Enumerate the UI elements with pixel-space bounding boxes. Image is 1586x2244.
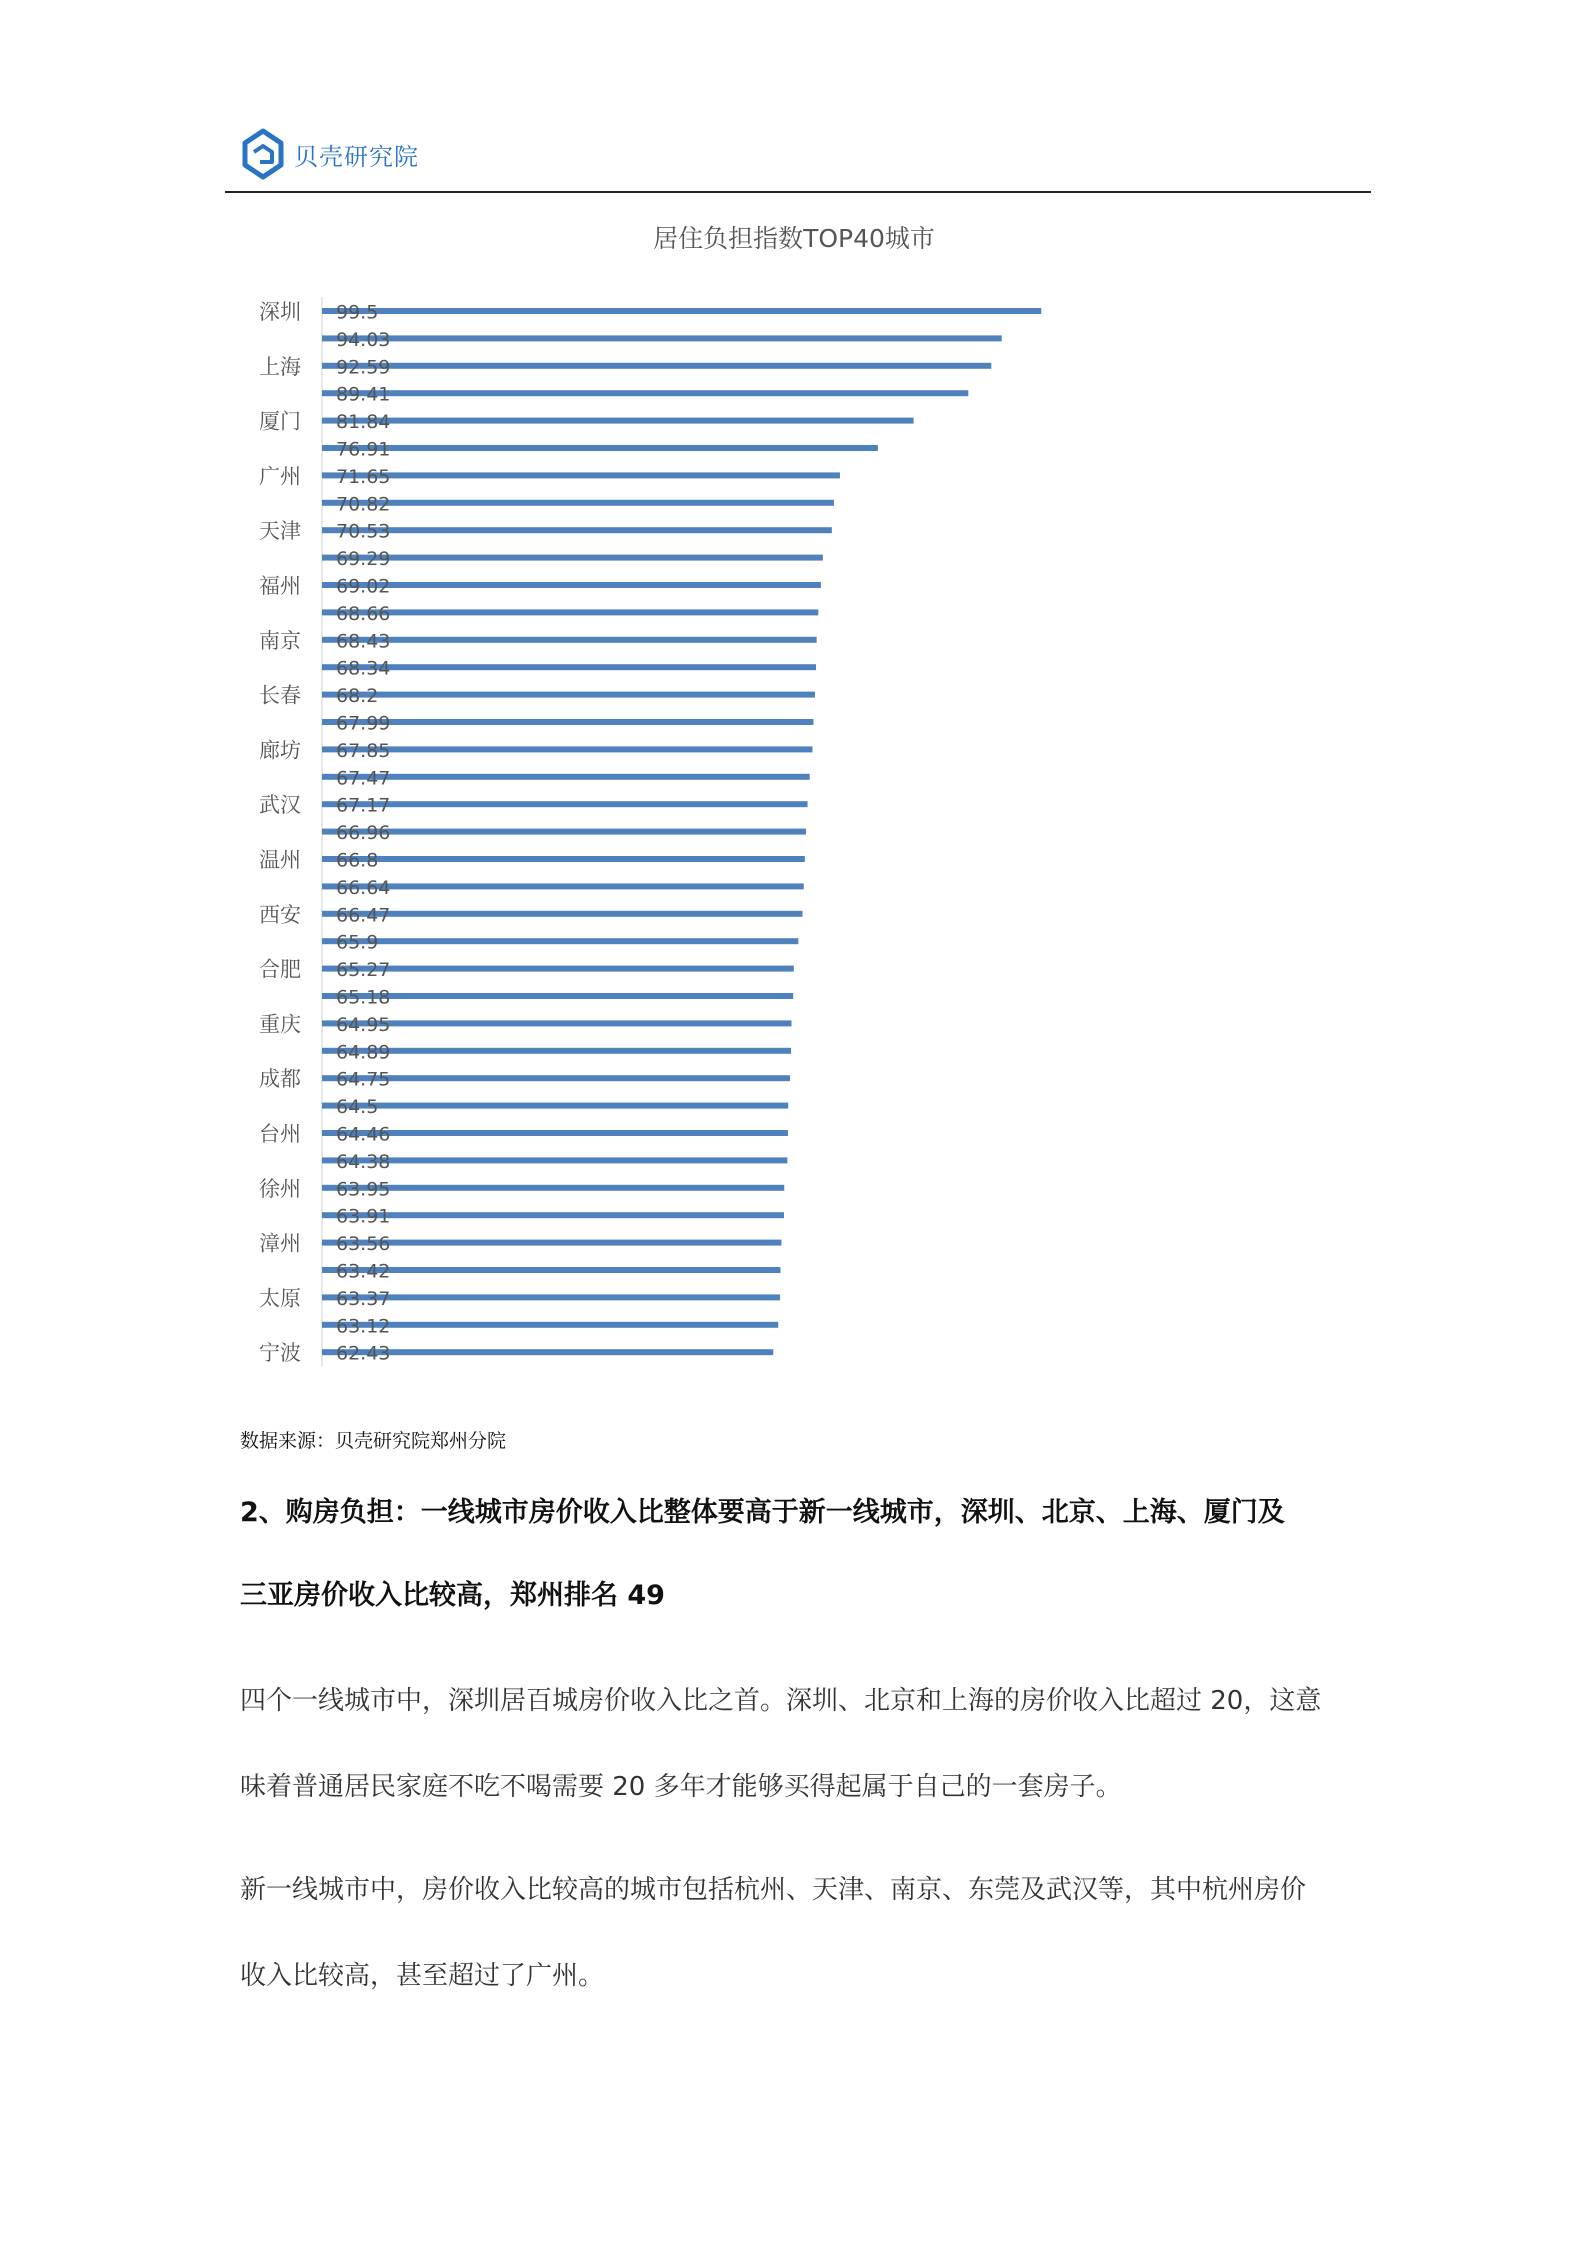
bar (322, 1267, 780, 1273)
category-label: 重庆 (259, 1012, 301, 1037)
brand-name: 贝壳研究院 (294, 142, 419, 171)
data-label: 66.96 (336, 822, 391, 845)
bar (322, 1075, 790, 1081)
data-source-caption: 数据来源：贝壳研究院郑州分院 (240, 1430, 507, 1452)
data-label: 81.84 (336, 411, 391, 434)
category-label: 武汉 (259, 793, 301, 818)
data-label: 68.34 (336, 657, 391, 680)
bar (322, 801, 808, 807)
bar (322, 637, 817, 643)
category-label: 温州 (259, 848, 301, 872)
bar (322, 335, 1002, 341)
bar (322, 363, 991, 369)
bar (322, 664, 816, 670)
data-label: 70.82 (336, 493, 391, 516)
bar (322, 774, 810, 780)
bar (322, 1240, 781, 1246)
bar (322, 829, 806, 835)
bar (322, 993, 793, 999)
data-label: 67.99 (336, 712, 391, 735)
category-label: 合肥 (259, 957, 301, 982)
bar (322, 1157, 787, 1163)
data-label: 63.95 (336, 1178, 391, 1201)
paragraph-2-line-2: 收入比较高，甚至超过了广州。 (240, 1961, 605, 1991)
data-label: 62.43 (336, 1342, 391, 1365)
bar-chart (225, 210, 1371, 1380)
data-label: 76.91 (336, 438, 391, 461)
bar (322, 1048, 791, 1054)
data-label: 65.27 (336, 959, 391, 982)
header (240, 124, 419, 184)
bar (322, 1130, 788, 1136)
beike-logo-icon (240, 128, 286, 180)
category-label: 南京 (259, 628, 301, 653)
category-label: 徐州 (259, 1176, 301, 1201)
bar (322, 719, 813, 725)
category-label: 太原 (259, 1286, 301, 1311)
category-label: 西安 (259, 902, 301, 927)
category-label: 厦门 (259, 409, 301, 434)
section-heading-line-2: 三亚房价收入比较高，郑州排名 49 (240, 1580, 665, 1611)
data-label: 63.56 (336, 1233, 391, 1256)
category-label: 福州 (259, 574, 301, 598)
data-label: 69.02 (336, 575, 391, 598)
data-label: 63.12 (336, 1315, 391, 1338)
data-label: 66.47 (336, 904, 391, 927)
bar (322, 746, 812, 752)
category-label: 成都 (259, 1067, 301, 1092)
bar (322, 1322, 778, 1328)
bar (322, 1185, 784, 1191)
bar (322, 966, 794, 972)
bar (322, 445, 878, 451)
data-label: 68.2 (336, 685, 379, 708)
data-label: 94.03 (336, 328, 391, 351)
bar (322, 390, 968, 396)
data-label: 64.75 (336, 1068, 391, 1091)
bar (322, 418, 914, 424)
data-label: 66.8 (336, 849, 379, 872)
chart-title: 居住负担指数TOP40城市 (653, 224, 935, 253)
data-label: 66.64 (336, 876, 391, 899)
category-label: 上海 (259, 354, 301, 379)
data-label: 92.59 (336, 356, 391, 379)
data-label: 64.95 (336, 1013, 391, 1036)
category-label: 天津 (259, 519, 301, 544)
section-heading-line-1: 2、购房负担：一线城市房价收入比整体要高于新一线城市，深圳、北京、上海、厦门及 (240, 1497, 1285, 1528)
bar (322, 1020, 791, 1026)
bar (322, 555, 823, 561)
data-label: 65.18 (336, 986, 391, 1009)
category-label: 廊坊 (259, 738, 301, 763)
data-label: 68.66 (336, 602, 391, 625)
data-label: 70.53 (336, 520, 391, 543)
data-label: 69.29 (336, 548, 391, 571)
data-label: 67.17 (336, 794, 391, 817)
bar (322, 472, 840, 478)
paragraph-1-line-2: 味着普通居民家庭不吃不喝需要 20 多年才能够买得起属于自己的一套房子。 (240, 1772, 1122, 1802)
data-label: 63.91 (336, 1205, 391, 1228)
bar (322, 500, 834, 506)
data-label: 63.37 (336, 1287, 391, 1310)
data-label: 67.47 (336, 767, 391, 790)
bar (322, 692, 815, 698)
bar (322, 527, 832, 533)
category-label: 长春 (259, 683, 301, 708)
bar (322, 883, 804, 889)
data-label: 64.89 (336, 1041, 391, 1064)
bar (322, 1212, 784, 1218)
header-divider (225, 191, 1371, 193)
bar (322, 308, 1041, 314)
category-label: 漳州 (259, 1231, 301, 1256)
data-label: 65.9 (336, 931, 379, 954)
data-label: 64.5 (336, 1096, 379, 1119)
data-label: 63.42 (336, 1260, 391, 1283)
data-label: 71.65 (336, 465, 391, 488)
bar (322, 1294, 780, 1300)
category-label: 广州 (259, 464, 301, 489)
paragraph-2-line-1: 新一线城市中，房价收入比较高的城市包括杭州、天津、南京、东莞及武汉等，其中杭州房价 (240, 1875, 1307, 1905)
data-label: 67.85 (336, 739, 391, 762)
category-label: 深圳 (259, 300, 301, 324)
chart-svg (225, 210, 1371, 1380)
category-label: 台州 (259, 1122, 301, 1146)
bar (322, 609, 818, 615)
data-label: 68.43 (336, 630, 391, 653)
bar (322, 856, 805, 862)
bar (322, 911, 802, 917)
bar (322, 1103, 788, 1109)
data-label: 89.41 (336, 383, 391, 406)
data-label: 64.46 (336, 1123, 391, 1146)
bar (322, 938, 798, 944)
bar (322, 582, 821, 588)
category-label: 宁波 (259, 1341, 301, 1366)
data-label: 64.38 (336, 1150, 391, 1173)
paragraph-1-line-1: 四个一线城市中，深圳居百城房价收入比之首。深圳、北京和上海的房价收入比超过 20，这意 (240, 1686, 1322, 1716)
data-label: 99.5 (336, 301, 379, 324)
